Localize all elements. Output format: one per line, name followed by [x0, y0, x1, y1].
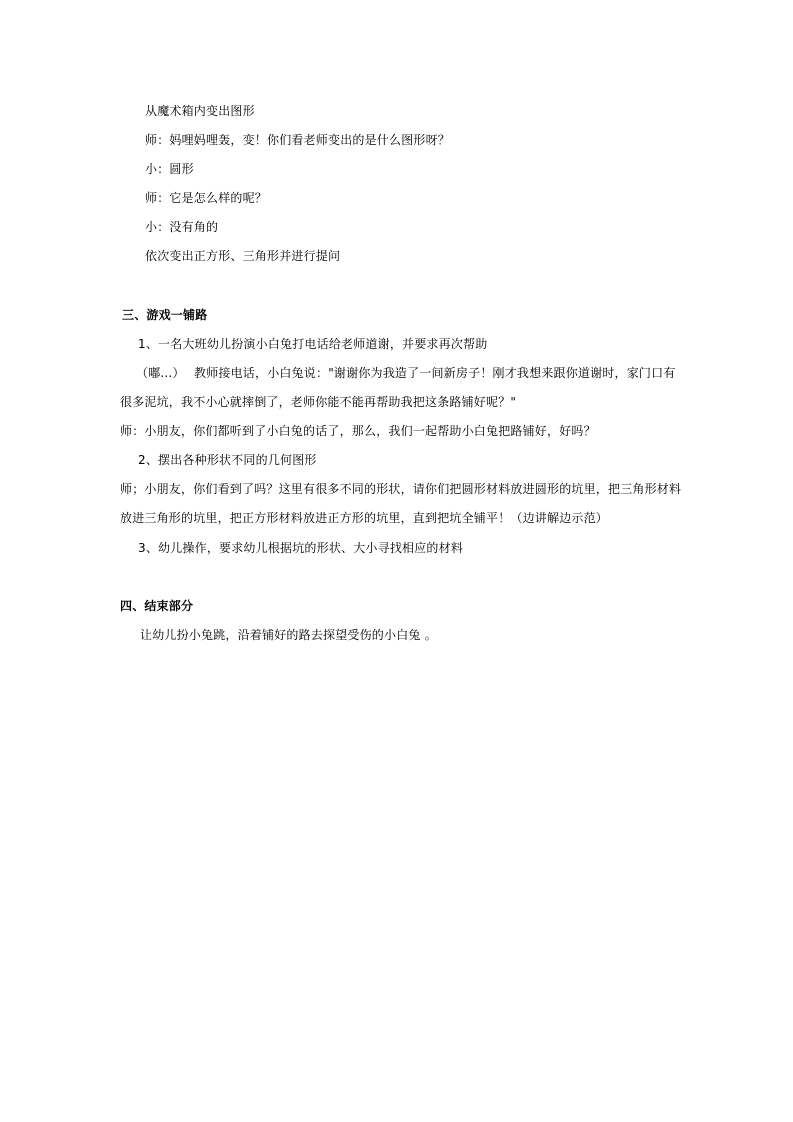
- section-4-heading: 四、结束部分: [120, 599, 194, 613]
- phone-dialogue-line-2: 很多泥坑，我不小心就摔倒了，老师你能不能再帮助我把这条路铺好呢？": [120, 395, 517, 409]
- intro-line-3: 小：圆形: [145, 162, 194, 176]
- teacher-instruction-line-2: 放进三角形的坑里，把正方形材料放进正方形的坑里，直到把坑全铺平！（边讲解边示范）: [120, 511, 609, 525]
- phone-dialogue-line-1: 教师接电话，小白兔说："谢谢你为我造了一间新房子！刚才我想来跟你道谢时，家门口有: [194, 366, 676, 380]
- section-4-line: 让幼儿扮小兔跳，沿着铺好的路去探望受伤的小白兔 。: [140, 628, 437, 642]
- section-3-item-3: 3、幼儿操作，要求幼儿根据坑的形状、大小寻找相应的材料: [138, 541, 464, 555]
- teacher-instruction-line-1: 师；小朋友，你们看到了吗？这里有很多不同的形状，请你们把圆形材料放进圆形的坑里，把三角形材料: [120, 482, 682, 496]
- section-3-heading: 三、游戏一铺路: [122, 308, 208, 322]
- intro-line-2: 师：妈哩妈哩轰，变！你们看老师变出的是什么图形呀？: [145, 133, 451, 147]
- teacher-line: 师：小朋友，你们都听到了小白兔的话了，那么，我们一起帮助小白兔把路铺好，好吗？: [120, 424, 596, 438]
- intro-line-6: 依次变出正方形、三角形并进行提问: [145, 249, 341, 263]
- intro-line-4: 师：它是怎么样的呢？: [145, 191, 268, 205]
- intro-line-5: 小：没有角的: [145, 220, 219, 234]
- section-3-item-1: 1、一名大班幼儿扮演小白兔打电话给老师道谢，并要求再次帮助: [138, 337, 488, 351]
- intro-line-1: 从魔术箱内变出图形: [145, 104, 255, 118]
- section-3-item-2: 2、摆出各种形状不同的几何图形: [138, 453, 317, 467]
- phone-sound: （嘟...）: [136, 366, 185, 380]
